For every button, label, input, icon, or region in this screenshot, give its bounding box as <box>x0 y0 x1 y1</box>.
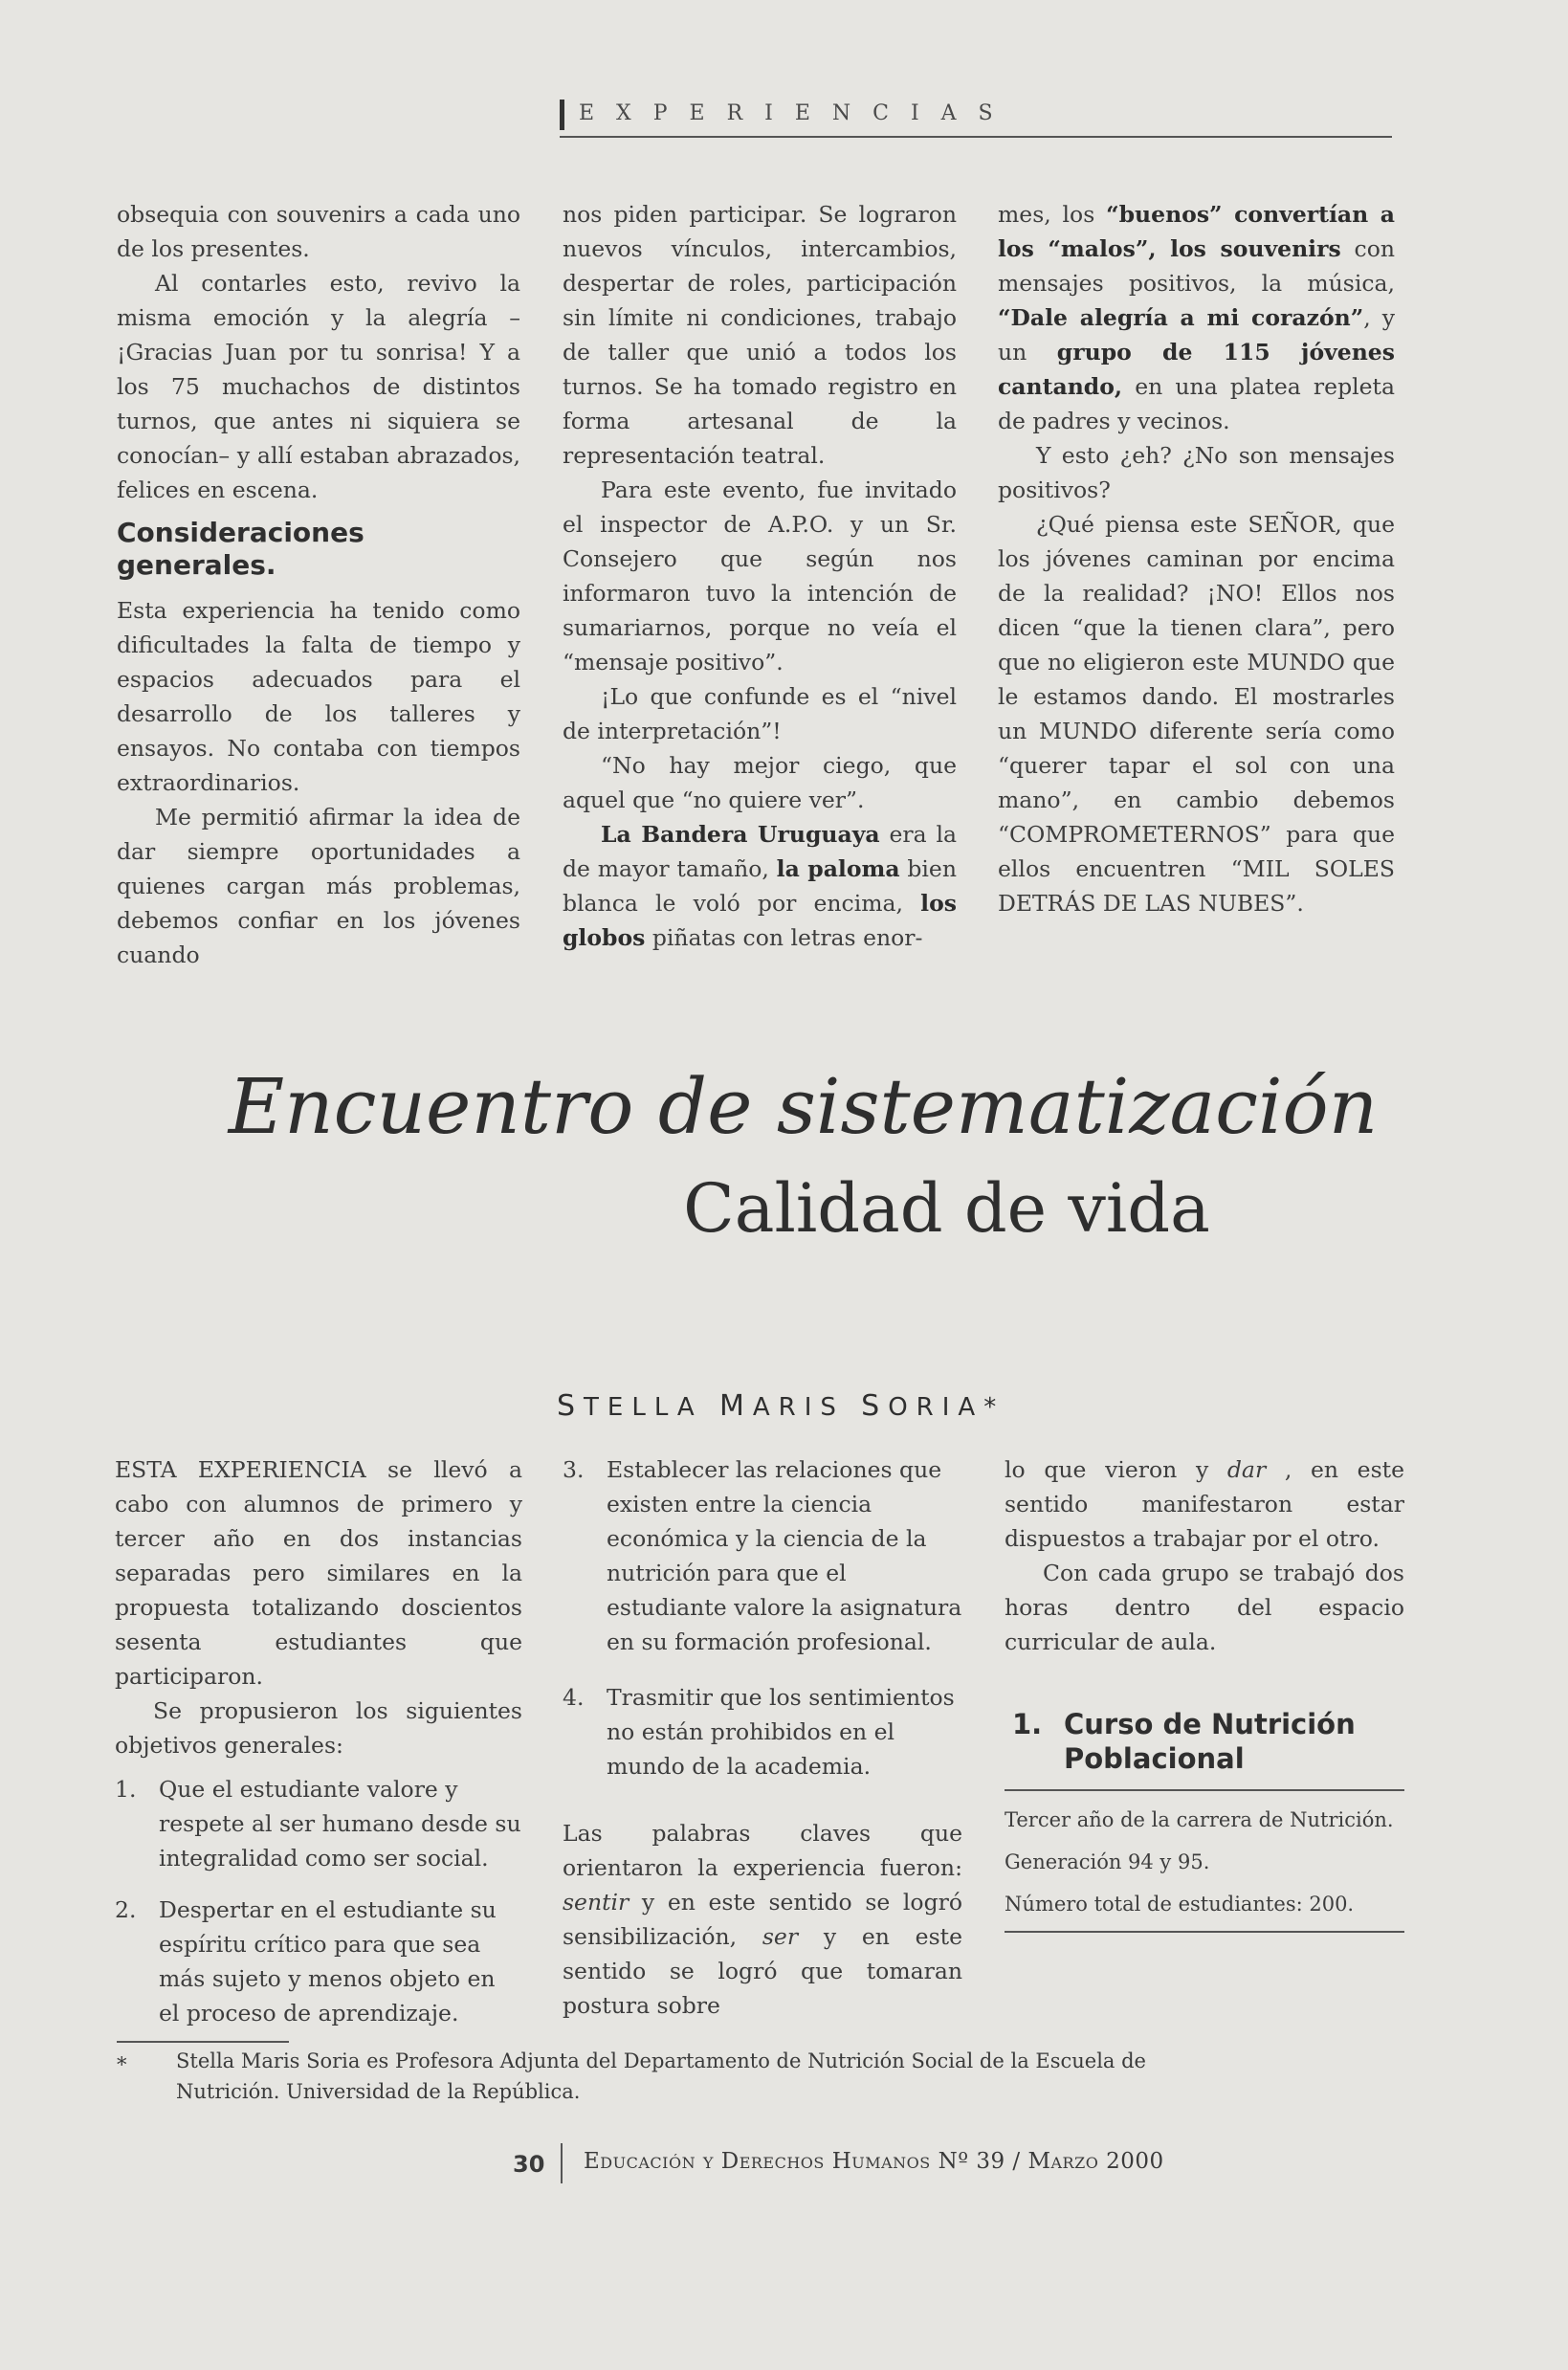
paragraph: nos piden participar. Se lograron nuevos vínculos, intercambios, despertar de roles, participación sin límite ni condiciones, trabajo de taller que unió a todos los turnos. Se ha tomado registro en forma artesanal de la representación teatral. <box>563 201 957 469</box>
item-number: 2. <box>115 1896 137 1923</box>
byline-initial: S <box>861 1389 889 1423</box>
footnote-rule <box>117 2041 289 2043</box>
top-column-2 <box>563 197 957 955</box>
italic-text: dar <box>1226 1456 1267 1483</box>
footer-separator <box>561 2143 563 2183</box>
item-number: 4. <box>563 1684 585 1711</box>
text: era la de mayor tamaño, <box>563 821 957 882</box>
section-heading: Consideraciones generales. <box>117 517 364 581</box>
paragraph: Se propusieron los siguientes objetivos generales: <box>115 1697 522 1759</box>
bottom-column-1 <box>115 1452 522 2048</box>
list-item <box>115 1893 522 2030</box>
running-head <box>560 96 1392 138</box>
byline-initial: S <box>557 1389 585 1423</box>
byline-text: ORIA* <box>888 1393 1005 1422</box>
paragraph: obsequia con souvenirs a cada uno de los presentes. <box>117 201 520 262</box>
paragraph: Y esto ¿eh? ¿No son mensajes positivos? <box>998 442 1395 503</box>
text: mes, los <box>998 201 1107 228</box>
top-column-1 <box>117 197 520 972</box>
section-bar <box>560 100 564 130</box>
byline-text: TELLA <box>584 1393 719 1422</box>
bottom-column-3 <box>1005 1452 1404 1933</box>
paragraph: ESTA EXPERIENCIA se llevó a cabo con alumnos de primero y tercer año en dos instancias separadas pero similares en la propuesta totalizando doscientos sesenta estudiantes que participaron. <box>115 1456 522 1690</box>
list-item <box>563 1452 962 1659</box>
top-column-3 <box>998 197 1395 920</box>
bold-text: La Bandera Uruguaya <box>601 821 880 848</box>
course-detail-line: Generación 94 y 95. <box>1005 1850 1210 1873</box>
paragraph <box>1005 1452 1404 1556</box>
paragraph: ¿Qué piensa este SEÑOR, que los jóvenes caminan por encima de la realidad? ¡NO! Ellos nos dicen “que la tienen clara”, pero que no eligieron este MUNDO que le estamos dando. El mostrarles un MUNDO diferente sería como “querer tapar el sol con una mano”, en cambio debemos “COMPROMETERNOS” para que ellos encuentren “MIL SOLES DETRÁS DE LAS NUBES”. <box>998 511 1395 917</box>
italic-text: sentir <box>563 1889 629 1916</box>
paragraph: Esta experiencia ha tenido como dificultades la falta de tiempo y espacios adecuados para el desarrollo de los talleres y ensayos. No contaba con tiempos extraordinarios. <box>117 597 520 796</box>
text: y en este sentido se logró que tomaran postura sobre <box>563 1923 962 2019</box>
bold-text: grupo de 115 jóvenes cantando, <box>998 339 1395 400</box>
course-detail-line: Tercer año de la carrera de Nutrición. <box>1005 1808 1394 1831</box>
course-detail-line: Número total de estudiantes: 200. <box>1005 1893 1355 1916</box>
course-title: Curso de Nutrición Poblacional <box>1064 1708 1356 1775</box>
text: , en este sentido manifestaron estar dispuestos a trabajar por el otro. <box>1005 1456 1404 1552</box>
course-number: 1. <box>1012 1708 1043 1740</box>
text: , y un <box>998 304 1395 365</box>
footnote-text: Stella Maris Soria es Profesora Adjunta del Departamento de Nutrición Social de la Escuela de Nutrición. Universidad de la República. <box>176 2049 1146 2103</box>
bottom-column-2 <box>563 1452 962 2023</box>
item-text: Que el estudiante valore y respete al ser humano desde su integralidad como ser social. <box>159 1776 521 1872</box>
article-title: Encuentro de sistematización <box>228 1062 1379 1151</box>
item-text: Establecer las relaciones que existen entre la ciencia económica y la ciencia de la nutrición para que el estudiante valore la asignatura en su formación profesional. <box>607 1456 962 1655</box>
text: y en este sentido se logró sensibilización, <box>563 1889 962 1950</box>
section-label: EXPERIENCIAS <box>579 101 1015 125</box>
paragraph: “No hay mejor ciego, que aquel que “no quiere ver”. <box>563 752 957 813</box>
paragraph <box>998 197 1395 438</box>
bold-text: “Dale alegría a mi corazón” <box>998 304 1364 331</box>
item-text: Despertar en el estudiante su espíritu crítico para que sea más sujeto y menos objeto en el proceso de aprendizaje. <box>159 1896 497 2027</box>
publication-line: Educación y Derechos Humanos Nº 39 / Marzo 2000 <box>584 2149 1164 2174</box>
item-number: 1. <box>115 1776 137 1803</box>
footnote <box>117 2046 1246 2107</box>
paragraph: ¡Lo que confunde es el “nivel de interpretación”! <box>563 683 957 744</box>
article-subtitle: Calidad de vida <box>683 1169 1210 1248</box>
objectives-list <box>563 1452 962 1783</box>
paragraph: Me permitió afirmar la idea de dar siempre oportunidades a quienes cargan más problemas, debemos confiar en los jóvenes cuando <box>117 804 520 968</box>
paragraph: Con cada grupo se trabajó dos horas dentro del espacio curricular de aula. <box>1005 1560 1404 1655</box>
footnote-marker: * <box>117 2053 127 2076</box>
bold-text: “buenos” convertían a los “malos”, los souvenirs <box>998 201 1395 262</box>
byline-initial: M <box>718 1389 753 1423</box>
italic-text: ser <box>762 1923 799 1950</box>
text: piñatas con letras enor- <box>645 924 923 951</box>
paragraph: Para este evento, fue invitado el inspector de A.P.O. y un Sr. Consejero que según nos informaron tuvo la intención de sumariarnos, porque no veía el “mensaje positivo”. <box>563 476 957 676</box>
text: con mensajes positivos, la música, <box>998 235 1395 297</box>
text: en una platea repleta de padres y vecinos. <box>998 373 1395 434</box>
item-text: Trasmitir que los sentimientos no están prohibidos en el mundo de la academia. <box>607 1684 955 1780</box>
objectives-list <box>115 1772 522 2030</box>
bold-text: los globos <box>563 890 957 951</box>
list-item <box>115 1772 522 1875</box>
author-byline <box>557 1389 1005 1423</box>
course-details <box>1005 1791 1404 1933</box>
list-item <box>563 1680 962 1783</box>
course-box-heading <box>1005 1707 1404 1791</box>
page-number: 30 <box>513 2151 545 2178</box>
paragraph <box>563 1816 962 2023</box>
byline-text: ARIS <box>752 1393 862 1422</box>
paragraph <box>563 817 957 955</box>
item-number: 3. <box>563 1456 585 1483</box>
text: Las palabras claves que orientaron la experiencia fueron: <box>563 1820 962 1881</box>
text: lo que vieron y <box>1005 1456 1227 1483</box>
text: bien blanca le voló por encima, <box>563 855 957 917</box>
bold-text: la paloma <box>776 855 900 882</box>
paragraph: Al contarles esto, revivo la misma emoción y la alegría –¡Gracias Juan por tu sonrisa! Y a los 75 muchachos de distintos turnos, que antes ni siquiera se conocían– y allí estaban abrazados, felices en escena. <box>117 270 520 503</box>
